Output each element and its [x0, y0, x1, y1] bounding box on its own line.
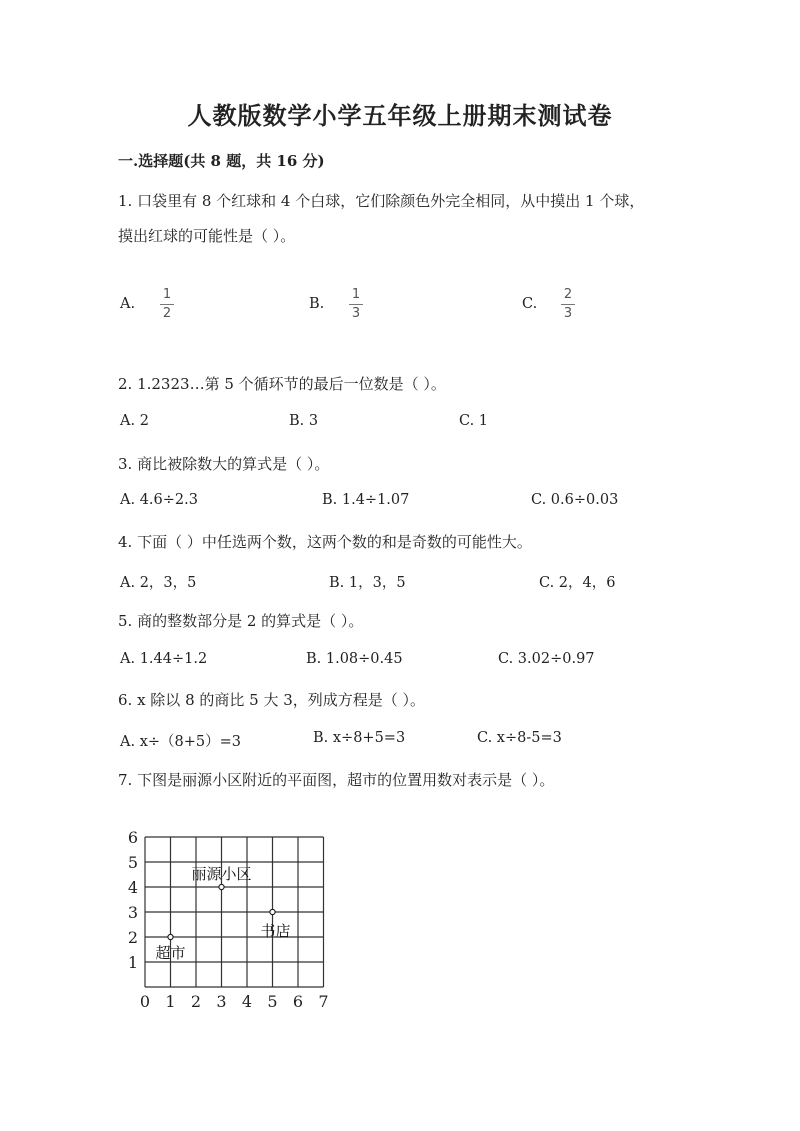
q1-option-b-fraction [346, 287, 366, 322]
question-3: 3. 商比被除数大的算式是（ ）。 [118, 455, 330, 473]
q5-option-b: B. 1.08÷0.45 [306, 651, 403, 667]
q3-option-b: B. 1.4÷1.07 [322, 492, 410, 508]
fraction-numerator: 2 [563, 287, 573, 302]
place-point [219, 884, 224, 889]
q2-option-a: A. 2 [120, 413, 149, 429]
x-tick-label: 1 [165, 992, 176, 1011]
y-tick-label: 5 [127, 853, 139, 872]
q6-option-a: A. x÷（8+5）=3 [120, 734, 241, 750]
page-title: 人教版数学小学五年级上册期末测试卷 [187, 101, 613, 130]
q4-option-a: A. 2，3，5 [120, 575, 197, 591]
section-heading: 一.选择题(共 8 题，共 16 分) [118, 152, 325, 170]
place-label: 书店 [260, 922, 291, 940]
question-1-line-1: 1. 口袋里有 8 个红球和 4 个白球，它们除颜色外完全相同，从中摸出 1 个球， [118, 192, 645, 210]
place-label: 超市 [155, 944, 186, 962]
x-tick-label: 7 [318, 992, 329, 1011]
fraction-bar [561, 304, 575, 305]
x-tick-label: 2 [190, 992, 202, 1011]
q1-option-a-label: A. [120, 296, 136, 312]
coordinate-grid-figure [120, 822, 350, 1012]
fraction-denominator: 3 [563, 306, 573, 321]
x-tick-label: 0 [139, 992, 151, 1011]
place-label: 丽源小区 [191, 865, 252, 883]
x-tick-label: 6 [292, 992, 304, 1011]
fraction-denominator: 2 [162, 306, 172, 321]
fraction-numerator: 1 [162, 287, 172, 302]
fraction-numerator: 1 [351, 287, 361, 302]
q4-option-c: C. 2，4，6 [539, 575, 616, 591]
y-tick-label: 4 [127, 878, 139, 897]
q4-option-b: B. 1，3，5 [329, 575, 406, 591]
x-tick-label: 5 [267, 992, 278, 1011]
q3-option-c: C. 0.6÷0.03 [531, 492, 619, 508]
place-point [270, 909, 275, 914]
q1-option-c-label: C. [522, 296, 538, 312]
y-tick-label: 6 [127, 828, 139, 847]
q2-option-c: C. 1 [459, 413, 489, 429]
x-tick-label: 3 [216, 992, 227, 1011]
q1-option-a-fraction [157, 287, 177, 322]
question-6: 6. x 除以 8 的商比 5 大 3，列成方程是（ ）。 [118, 691, 426, 709]
y-tick-label: 2 [127, 928, 139, 947]
question-5: 5. 商的整数部分是 2 的算式是（ ）。 [118, 612, 364, 630]
x-tick-label: 4 [241, 992, 253, 1011]
question-2: 2. 1.2323…第 5 个循环节的最后一位数是（ ）。 [118, 375, 446, 393]
y-tick-label: 1 [127, 953, 139, 972]
q5-option-c: C. 3.02÷0.97 [498, 651, 595, 667]
q5-option-a: A. 1.44÷1.2 [120, 651, 208, 667]
fraction-denominator: 3 [351, 306, 361, 321]
place-point [168, 934, 173, 939]
fraction-bar [349, 304, 363, 305]
question-4: 4. 下面（ ）中任选两个数，这两个数的和是奇数的可能性大。 [118, 533, 532, 551]
place-markers [155, 865, 290, 962]
question-7: 7. 下图是丽源小区附近的平面图，超市的位置用数对表示是（ ）。 [118, 771, 555, 789]
q3-option-a: A. 4.6÷2.3 [120, 492, 198, 508]
q6-option-c: C. x÷8-5=3 [477, 730, 562, 746]
q6-option-b: B. x÷8+5=3 [313, 730, 406, 746]
question-1-line-2: 摸出红球的可能性是（ ）。 [118, 227, 296, 245]
q2-option-b: B. 3 [289, 413, 319, 429]
fraction-bar [160, 304, 174, 305]
q1-option-b-label: B. [309, 296, 325, 312]
grid-lines [145, 837, 324, 987]
y-tick-label: 3 [127, 903, 139, 922]
q1-option-c-fraction [558, 287, 578, 322]
